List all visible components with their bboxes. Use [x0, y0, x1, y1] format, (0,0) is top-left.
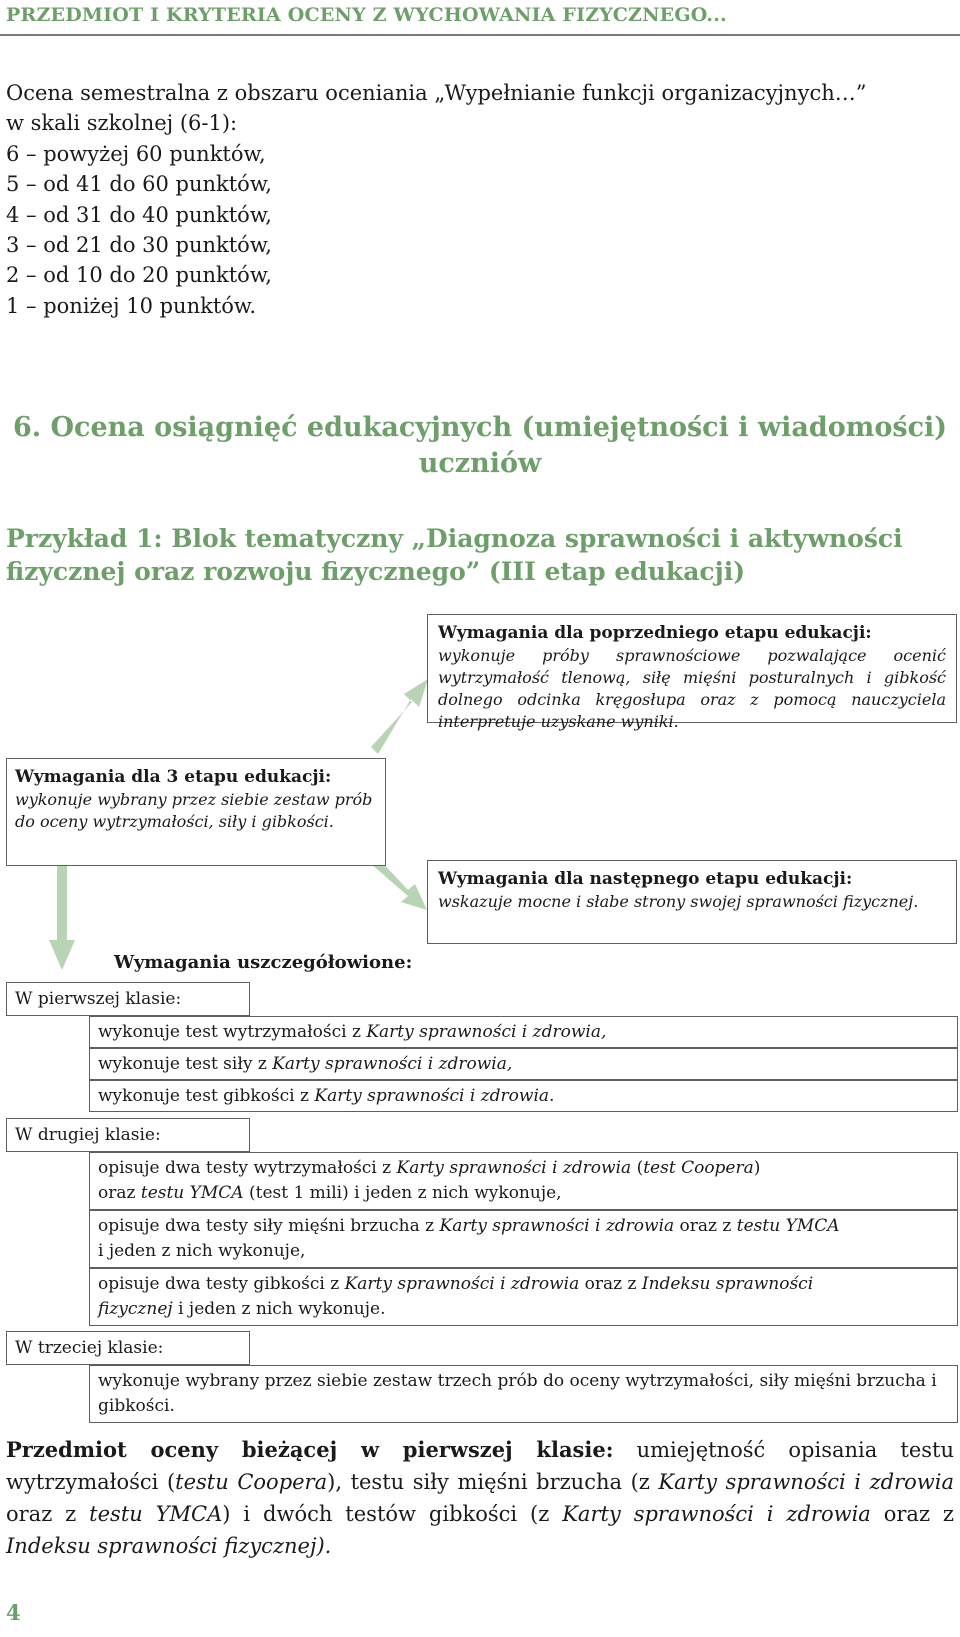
scale-line: 3 – od 21 do 30 punktów,: [6, 233, 272, 258]
arrow-up-right-icon: [371, 679, 428, 754]
item-text-italic: Karty sprawności i zdrowia.: [314, 1086, 555, 1106]
item-line: [98, 1214, 949, 1239]
paragraph-text: oraz z: [870, 1502, 954, 1526]
stage3-text: wykonuje wybrany przez siebie zestaw prób do oceny wytrzymałości, siły i gibkości.: [15, 790, 373, 831]
item-text-italic: Indeksu sprawności: [641, 1274, 814, 1294]
previous-stage-box: [427, 614, 957, 731]
section-title-line: uczniów: [418, 448, 542, 479]
paragraph-text: ) i dwóch testów gibkości (z: [222, 1502, 563, 1526]
class3-label: W trzeciej klasie:: [6, 1331, 250, 1365]
scale-line: 4 – od 31 do 40 punktów,: [6, 202, 272, 227]
previous-stage-text: wykonuje próby sprawnościowe pozwalające ocenić wytrzymałość tlenową, siłę mięśni posturalnych i gibkość dolnego odcinka kręgosłupa oraz z pomocą nauczyciela interpretuje uzyskane wyniki.: [438, 646, 946, 731]
item-text-italic: Karty sprawności i zdrowia: [344, 1274, 580, 1294]
detailed-requirements-title: Wymagania uszczegółowione:: [114, 952, 413, 973]
item-text: (test 1 mili) i jeden z nich wykonuje,: [243, 1183, 562, 1203]
item-text-italic: Karty sprawności i zdrowia,: [366, 1022, 607, 1042]
previous-stage-title: Wymagania dla poprzedniego etapu edukacji:: [438, 623, 872, 643]
scale-line: 6 – powyżej 60 punktów,: [6, 141, 266, 166]
paragraph-text-italic: Karty sprawności i zdrowia: [658, 1470, 954, 1494]
item-text: wykonuje test gibkości z: [98, 1086, 315, 1106]
paragraph-text-italic: testu YMCA: [89, 1502, 223, 1526]
paragraph-lead: Przedmiot oceny bieżącej w pierwszej klasie:: [6, 1437, 614, 1462]
item-text-italic: Karty sprawności i zdrowia,: [272, 1054, 513, 1074]
paragraph-text-italic: Karty sprawności i zdrowia: [562, 1502, 871, 1526]
item-text: opisuje dwa testy wytrzymałości z: [98, 1158, 397, 1178]
class1-item: [89, 1048, 958, 1080]
section-title-line: 6. Ocena osiągnięć edukacyjnych (umiejętności i wiadomości): [12, 412, 948, 443]
running-header: PRZEDMIOT I KRYTERIA OCENY Z WYCHOWANIA FIZYCZNEGO...: [6, 4, 727, 26]
item-text: wykonuje test wytrzymałości z: [98, 1022, 367, 1042]
example-title: Przykład 1: Blok tematyczny „Diagnoza sprawności i aktywności fizycznej oraz rozwoju fizycznego” (III etap edukacji): [6, 524, 903, 586]
paragraph-text: umiejętność opisania testu wytrzymałości (: [6, 1438, 954, 1494]
item-text-italic: test Coopera: [643, 1158, 754, 1178]
paragraph-text: oraz z: [6, 1502, 90, 1526]
item-text: ): [753, 1158, 761, 1178]
item-text: wykonuje test siły z: [98, 1054, 273, 1074]
item-text-italic: fizycznej: [98, 1299, 173, 1319]
stage3-box: [6, 758, 386, 866]
class2-item: [89, 1152, 958, 1210]
item-text-italic: testu YMCA: [140, 1183, 244, 1203]
item-text: oraz: [98, 1183, 141, 1203]
item-text: opisuje dwa testy siły mięśni brzucha z: [98, 1216, 440, 1236]
scale-line: Ocena semestralna z obszaru oceniania „Wypełnianie funkcji organizacyjnych…”: [6, 81, 867, 105]
item-line: i jeden z nich wykonuje,: [98, 1241, 306, 1261]
item-line: [98, 1181, 949, 1206]
item-line: [98, 1297, 949, 1322]
class2-item: [89, 1210, 958, 1268]
class2-item: [89, 1268, 958, 1326]
item-text: oraz z: [579, 1274, 642, 1294]
page-number: 4: [6, 1600, 21, 1625]
item-line: [98, 1156, 949, 1181]
scale-line: 2 – od 10 do 20 punktów,: [6, 263, 272, 288]
item-text: oraz z: [674, 1216, 737, 1236]
next-stage-text: wskazuje mocne i słabe strony swojej sprawności fizycznej.: [438, 892, 919, 911]
next-stage-title: Wymagania dla następnego etapu edukacji:: [438, 869, 853, 889]
item-text-italic: Karty sprawności i zdrowia: [396, 1158, 632, 1178]
arrow-down-icon: [49, 866, 75, 970]
item-text: i jeden z nich wykonuje.: [172, 1299, 386, 1319]
class2-label: W drugiej klasie:: [6, 1118, 250, 1152]
class1-label: W pierwszej klasie:: [6, 982, 250, 1016]
class1-item: [89, 1016, 958, 1048]
scale-line: w skali szkolnej (6-1):: [6, 111, 238, 136]
next-stage-box: [427, 860, 957, 944]
scale-line: 5 – od 41 do 60 punktów,: [6, 172, 272, 197]
class3-item: wykonuje wybrany przez siebie zestaw trzech prób do oceny wytrzymałości, siły mięśni brzucha i gibkości.: [89, 1365, 958, 1423]
item-line: [98, 1272, 949, 1297]
paragraph-text: ), testu siły mięśni brzucha (z: [327, 1470, 659, 1494]
paragraph-text-italic: testu Coopera: [175, 1470, 328, 1494]
current-assessment-paragraph: [6, 1434, 954, 1562]
paragraph-text-italic: Indeksu sprawności fizycznej).: [6, 1534, 332, 1558]
stage3-title: Wymagania dla 3 etapu edukacji:: [15, 767, 332, 787]
item-text: opisuje dwa testy gibkości z: [98, 1274, 345, 1294]
item-text-italic: testu YMCA: [736, 1216, 840, 1236]
item-text: (: [631, 1158, 644, 1178]
item-text-italic: Karty sprawności i zdrowia: [439, 1216, 675, 1236]
class1-item: [89, 1080, 958, 1112]
scale-line: 1 – poniżej 10 punktów.: [6, 293, 257, 318]
